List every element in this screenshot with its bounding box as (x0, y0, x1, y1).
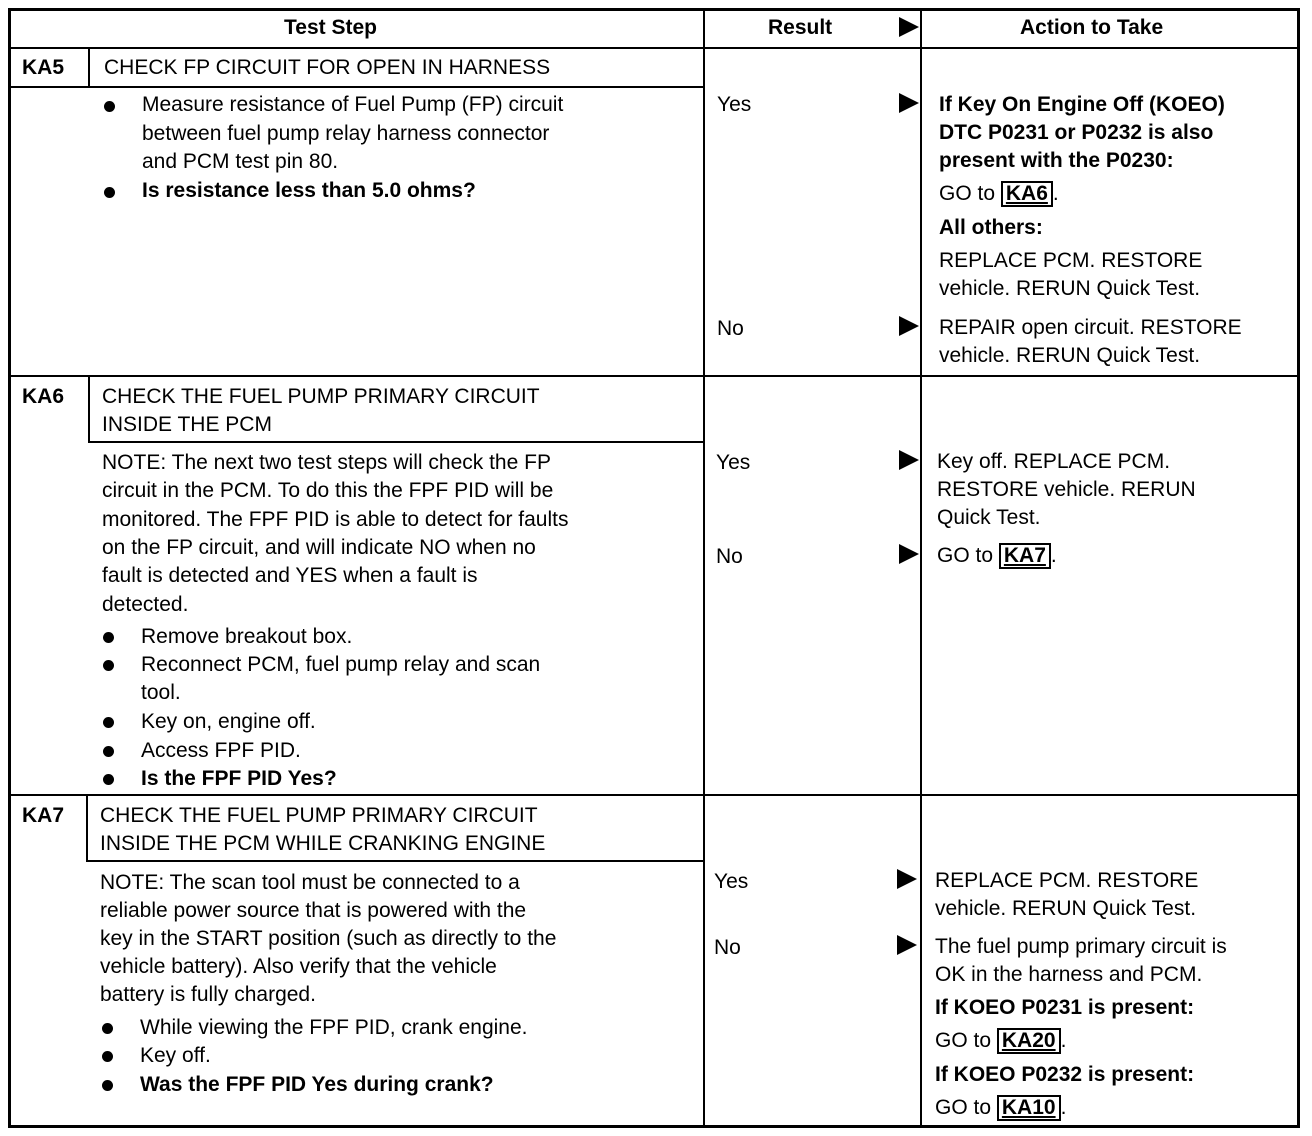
ka7-note-line-5: battery is fully charged. (100, 983, 316, 1006)
header-bottom-line (8, 47, 1300, 49)
ka7-no-action-line-1: The fuel pump primary circuit is (935, 935, 1227, 958)
ka7-title-line-1: CHECK THE FUEL PUMP PRIMARY CIRCUIT (100, 804, 538, 827)
bullet-icon (103, 717, 114, 728)
table-border-bottom (8, 1125, 1300, 1128)
header-arrow-icon (899, 17, 919, 37)
ka6-step-4: Access FPF PID. (141, 739, 301, 762)
ka7-note-line-1: NOTE: The scan tool must be connected to a (100, 871, 520, 894)
column-divider-action (920, 8, 922, 1128)
ka5-yes-action-line-1: If Key On Engine Off (KOEO) (939, 93, 1225, 116)
row-divider-ka7 (8, 794, 1300, 796)
ka5-question: Is resistance less than 5.0 ohms? (142, 179, 476, 202)
ka6-note-line-1: NOTE: The next two test steps will check the FP (102, 451, 551, 474)
arrow-icon (899, 93, 919, 113)
ka6-note-line-6: detected. (102, 593, 189, 616)
column-divider-result (703, 8, 705, 1128)
ka6-step-3: Key on, engine off. (141, 710, 316, 733)
ka6-title-line-1: CHECK THE FUEL PUMP PRIMARY CIRCUIT (102, 385, 540, 408)
ka6-yes-action-line-1: Key off. REPLACE PCM. (937, 450, 1171, 473)
ka7-goto-2: GO to KA10 . (935, 1096, 1067, 1119)
header-action: Action to Take (1020, 16, 1164, 39)
goto-label: GO to (939, 182, 996, 205)
ka5-step-line-1: Measure resistance of Fuel Pump (FP) circuit (142, 93, 564, 116)
ka7-step-2: Key off. (140, 1044, 211, 1067)
bullet-icon (104, 187, 115, 198)
bullet-icon (102, 1051, 113, 1062)
ka6-title-underline (88, 441, 705, 443)
table-border-right (1297, 8, 1300, 1128)
arrow-icon (897, 869, 917, 889)
ka7-note-line-4: vehicle battery). Also verify that the vehicle (100, 955, 497, 978)
ka6-note-line-5: fault is detected and YES when a fault is (102, 564, 478, 587)
ka5-yes-action-line-3: present with the P0230: (939, 149, 1174, 172)
table-border-left (8, 8, 11, 1128)
ka5-yes-action-line-4: REPLACE PCM. RESTORE (939, 249, 1203, 272)
ka7-step-1: While viewing the FPF PID, crank engine. (140, 1016, 528, 1039)
ka6-yes-action-line-2: RESTORE vehicle. RERUN (937, 478, 1196, 501)
ka7-code-divider (86, 794, 88, 861)
ka7-question: Was the FPF PID Yes during crank? (140, 1073, 494, 1096)
arrow-icon (897, 935, 917, 955)
header-result: Result (768, 16, 833, 39)
goto-ka6-link[interactable]: KA6 (1001, 181, 1053, 207)
arrow-icon (899, 316, 919, 336)
ka7-yes-action-line-1: REPLACE PCM. RESTORE (935, 869, 1199, 892)
ka6-note-line-4: on the FP circuit, and will indicate NO when no (102, 536, 536, 559)
ka5-result-yes: Yes (717, 93, 752, 116)
ka7-no-action-line-2: OK in the harness and PCM. (935, 963, 1203, 986)
ka5-no-action-line-1: REPAIR open circuit. RESTORE (939, 316, 1242, 339)
ka6-code: KA6 (22, 385, 65, 408)
ka6-step-1: Remove breakout box. (141, 625, 353, 648)
goto-label: GO to (937, 544, 994, 567)
ka6-yes-action-line-3: Quick Test. (937, 506, 1041, 529)
ka5-code-divider (88, 47, 90, 87)
ka5-no-action-line-2: vehicle. RERUN Quick Test. (939, 344, 1201, 367)
ka7-condition-2: If KOEO P0232 is present: (935, 1063, 1195, 1086)
goto-ka10-link[interactable]: KA10 (997, 1095, 1061, 1121)
ka7-condition-1: If KOEO P0231 is present: (935, 996, 1195, 1019)
ka5-step-line-2: between fuel pump relay harness connector (142, 122, 550, 145)
ka7-note-line-3: key in the START position (such as directly to the (100, 927, 557, 950)
ka7-title-underline (86, 860, 705, 862)
bullet-icon (103, 746, 114, 757)
ka6-result-yes: Yes (716, 451, 751, 474)
ka7-goto-1: GO to KA20 . (935, 1029, 1067, 1052)
ka6-note-line-3: monitored. The FPF PID is able to detect for faults (102, 508, 569, 531)
header-test-step: Test Step (284, 16, 377, 39)
bullet-icon (103, 632, 114, 643)
bullet-icon (102, 1023, 113, 1034)
ka5-code: KA5 (22, 56, 65, 79)
ka5-yes-action-line-5: vehicle. RERUN Quick Test. (939, 277, 1201, 300)
ka5-all-others: All others: (939, 216, 1043, 239)
ka7-result-yes: Yes (714, 870, 749, 893)
ka5-result-no: No (717, 317, 744, 340)
ka7-yes-action-line-2: vehicle. RERUN Quick Test. (935, 897, 1197, 920)
ka6-question: Is the FPF PID Yes? (141, 767, 337, 790)
ka6-title-line-2: INSIDE THE PCM (102, 413, 272, 436)
ka7-note-line-2: reliable power source that is powered with the (100, 899, 527, 922)
ka5-goto: GO to KA6 . (939, 182, 1059, 205)
bullet-icon (102, 1080, 113, 1091)
bullet-icon (103, 774, 114, 785)
ka7-result-no: No (714, 936, 741, 959)
ka5-yes-action-line-2: DTC P0231 or P0232 is also (939, 121, 1214, 144)
ka6-step-2: Reconnect PCM, fuel pump relay and scan (141, 653, 541, 676)
goto-label: GO to (935, 1096, 992, 1119)
ka6-no-action: GO to KA7 . (937, 544, 1057, 567)
bullet-icon (103, 660, 114, 671)
ka7-code: KA7 (22, 804, 65, 827)
ka6-result-no: No (716, 545, 743, 568)
goto-ka7-link[interactable]: KA7 (999, 543, 1051, 569)
row-divider-ka6 (8, 375, 1300, 377)
bullet-icon (104, 101, 115, 112)
arrow-icon (899, 544, 919, 564)
goto-ka20-link[interactable]: KA20 (997, 1028, 1061, 1054)
table-border-top (8, 8, 1300, 11)
goto-label: GO to (935, 1029, 992, 1052)
ka5-step-line-3: and PCM test pin 80. (142, 150, 339, 173)
ka6-step-2-cont: tool. (141, 681, 181, 704)
ka5-title-underline (8, 86, 705, 88)
ka7-title-line-2: INSIDE THE PCM WHILE CRANKING ENGINE (100, 832, 546, 855)
arrow-icon (899, 450, 919, 470)
ka6-code-divider (88, 375, 90, 442)
ka5-title: CHECK FP CIRCUIT FOR OPEN IN HARNESS (104, 56, 551, 79)
ka6-note-line-2: circuit in the PCM. To do this the FPF PID will be (102, 479, 554, 502)
